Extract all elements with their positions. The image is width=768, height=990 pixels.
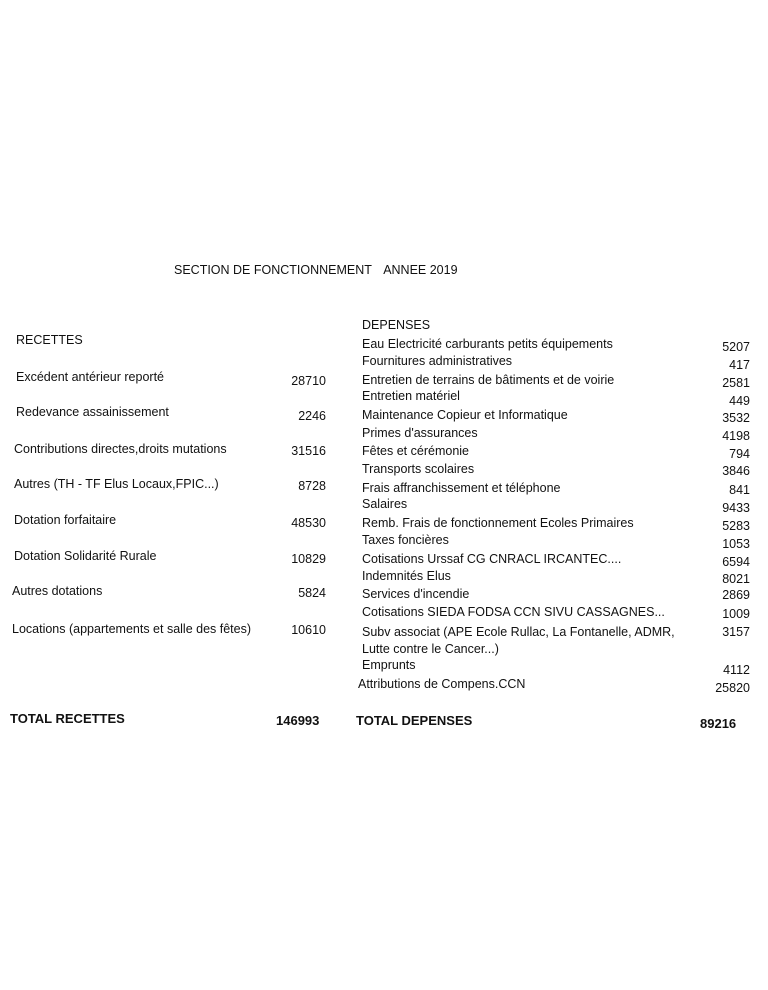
depenses-row-label: Fournitures administratives <box>362 354 513 368</box>
recettes-row-value: 10829 <box>291 552 326 566</box>
depenses-row-value: 3532 <box>722 411 750 425</box>
recettes-row-label: Contributions directes,droits mutations <box>14 442 227 456</box>
depenses-row-label: Fêtes et cérémonie <box>362 444 469 458</box>
recettes-row-value: 48530 <box>291 516 326 530</box>
depenses-row-label: Cotisations Urssaf CG CNRACL IRCANTEC.... <box>362 552 622 566</box>
section-title <box>174 263 458 277</box>
depenses-row-value: 3846 <box>722 464 750 478</box>
depenses-row-value: 25820 <box>715 681 750 695</box>
depenses-row-value: 2581 <box>722 376 750 390</box>
depenses-row-label: Services d'incendie <box>362 587 470 601</box>
recettes-row-value: 28710 <box>291 374 326 388</box>
depenses-row-label: Attributions de Compens.CCN <box>358 677 526 691</box>
total-recettes-label: TOTAL RECETTES <box>10 711 125 726</box>
depenses-row-value: 449 <box>729 394 750 408</box>
depenses-row-label: Cotisations SIEDA FODSA CCN SIVU CASSAGNES... <box>362 605 665 619</box>
depenses-row-value: 1053 <box>722 537 750 551</box>
depenses-row-label: Salaires <box>362 497 408 511</box>
total-recettes-value: 146993 <box>276 713 320 728</box>
recettes-row-label: Excédent antérieur reporté <box>16 370 165 384</box>
depenses-row-label: Entretien de terrains de bâtiments et de voirie <box>362 373 615 387</box>
depenses-row-label: Maintenance Copieur et Informatique <box>362 408 568 422</box>
depenses-row-label: Subv associat (APE Ecole Rullac, La Fontanelle, ADMR, Lutte contre le Cancer...) <box>362 625 675 656</box>
recettes-row-label: Redevance assainissement <box>16 405 169 419</box>
total-depenses-value: 89216 <box>700 716 737 731</box>
section-title-main: SECTION DE FONCTIONNEMENT <box>174 263 372 277</box>
depenses-row-value: 6594 <box>722 555 750 569</box>
depenses-row-label: Taxes foncières <box>362 533 449 547</box>
depenses-row-value: 4112 <box>723 663 750 677</box>
depenses-row-value: 1009 <box>722 607 750 621</box>
depenses-row-label: Eau Electricité carburants petits équipements <box>362 337 613 351</box>
depenses-row-label: Transports scolaires <box>362 462 475 476</box>
depenses-row-value: 841 <box>729 483 750 497</box>
depenses-row-value: 794 <box>729 447 750 461</box>
depenses-row-label: Frais affranchissement et téléphone <box>362 481 561 495</box>
recettes-row-label: Locations (appartements et salle des fêtes) <box>12 622 252 636</box>
depenses-row-label: Remb. Frais de fonctionnement Ecoles Primaires <box>362 516 634 530</box>
recettes-row-value: 2246 <box>298 409 326 423</box>
total-depenses-label: TOTAL DEPENSES <box>356 713 473 728</box>
recettes-header: RECETTES <box>16 333 83 347</box>
recettes-row-value: 5824 <box>298 586 326 600</box>
recettes-row-value: 10610 <box>291 623 326 637</box>
recettes-row-value: 8728 <box>298 479 326 493</box>
depenses-row-value: 5207 <box>722 340 750 354</box>
depenses-row-label: Indemnités Elus <box>362 569 451 583</box>
section-title-year: ANNEE 2019 <box>383 263 458 277</box>
recettes-row-label: Dotation Solidarité Rurale <box>14 549 157 563</box>
depenses-row-value: 2869 <box>722 588 750 602</box>
recettes-row-label: Dotation forfaitaire <box>14 513 117 527</box>
depenses-row-value: 5283 <box>722 519 750 533</box>
depenses-row-label: Entretien matériel <box>362 389 460 403</box>
depenses-row-value: 3157 <box>722 625 750 639</box>
depenses-row-value: 4198 <box>722 429 750 443</box>
depenses-row-value: 417 <box>729 358 750 372</box>
depenses-row-value: 9433 <box>722 501 750 515</box>
depenses-row-label: Primes d'assurances <box>362 426 478 440</box>
depenses-row-label: Emprunts <box>362 658 416 672</box>
recettes-row-label: Autres (TH - TF Elus Locaux,FPIC...) <box>14 477 219 491</box>
recettes-row-value: 31516 <box>291 444 326 458</box>
depenses-header: DEPENSES <box>362 318 431 332</box>
recettes-row-label: Autres dotations <box>12 584 103 598</box>
depenses-row-value: 8021 <box>722 572 750 586</box>
